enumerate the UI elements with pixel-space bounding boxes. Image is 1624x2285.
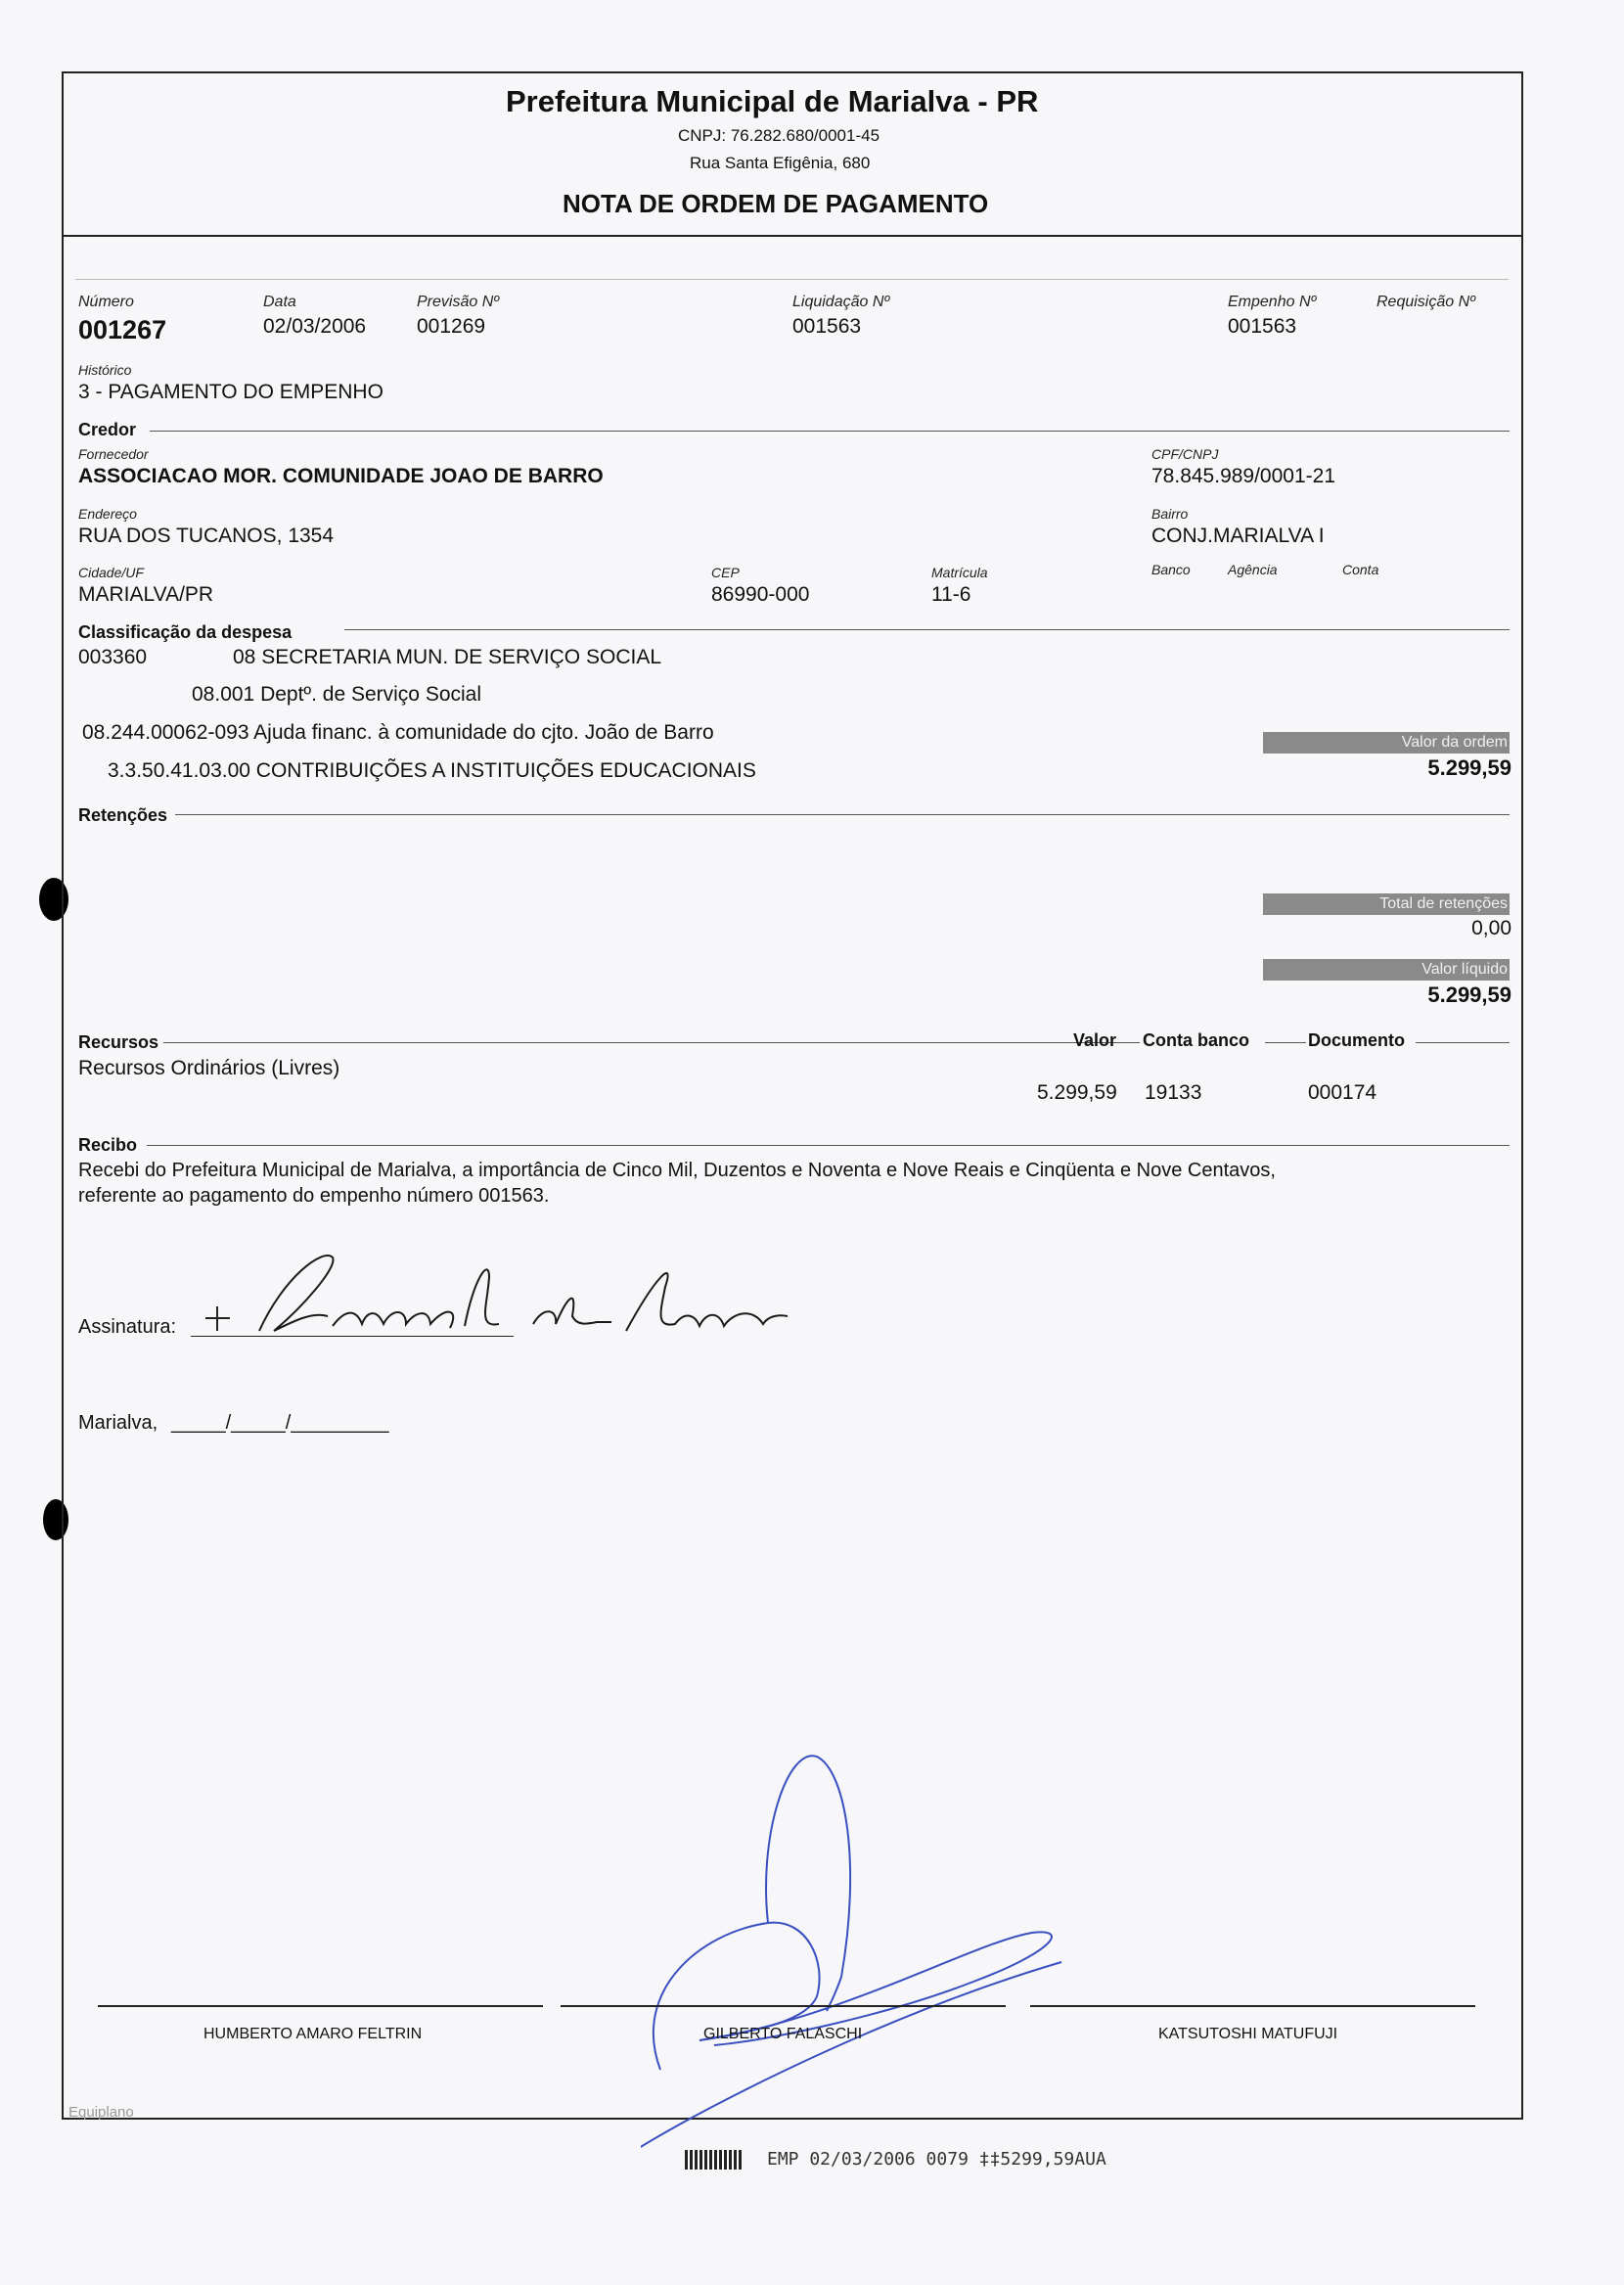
classificacao-code: 003360: [78, 646, 148, 668]
total-retencoes-value: 0,00: [1471, 917, 1511, 939]
software-label: Equiplano: [68, 2104, 134, 2121]
barcode-icon: [685, 2150, 742, 2170]
recursos-rule-d: [1416, 1042, 1510, 1043]
bairro-value: CONJ.MARIALVA I: [1151, 525, 1325, 547]
endereco-value: RUA DOS TUCANOS, 1354: [78, 525, 335, 547]
numero-label: Número: [78, 294, 134, 310]
liquidacao-value: 001563: [792, 315, 862, 338]
cpf-value: 78.845.989/0001-21: [1151, 465, 1336, 487]
recursos-conta-banco: 19133: [1145, 1081, 1202, 1104]
recibo-rule: [147, 1145, 1510, 1146]
cidade-label: Cidade/UF: [78, 565, 144, 580]
endereco-label: Endereço: [78, 506, 137, 522]
banco-label: Banco: [1151, 562, 1191, 577]
fornecedor-label: Fornecedor: [78, 446, 149, 462]
valor-ordem-value: 5.299,59: [1427, 755, 1511, 780]
classificacao-line2: 08.001 Deptº. de Serviço Social: [192, 683, 482, 706]
recursos-section: Recursos: [78, 1032, 159, 1052]
matricula-label: Matrícula: [931, 565, 988, 580]
signatory-2: GILBERTO FALASCHI: [703, 2026, 863, 2042]
signature-line-1: [98, 2005, 543, 2007]
recursos-valor: 5.299,59: [1037, 1081, 1117, 1104]
cep-value: 86990-000: [711, 583, 810, 606]
recursos-rule-b: [1122, 1042, 1140, 1043]
data-value: 02/03/2006: [263, 315, 367, 338]
date-blank: _____/_____/_________: [171, 1412, 389, 1434]
empenho-value: 001563: [1228, 315, 1297, 338]
matricula-value: 11-6: [931, 583, 971, 606]
classificacao-line4: 3.3.50.41.03.00 CONTRIBUIÇÕES A INSTITUIÇÕES EDUCACIONAIS: [108, 759, 756, 782]
cidade-value: MARIALVA/PR: [78, 583, 214, 606]
handwritten-signature: [166, 1238, 812, 1355]
page-title: Prefeitura Municipal de Marialva - PR: [506, 84, 1039, 118]
classificacao-line1: 08 SECRETARIA MUN. DE SERVIÇO SOCIAL: [233, 646, 662, 668]
assinatura-label: Assinatura:: [78, 1316, 177, 1338]
credor-rule: [150, 431, 1510, 432]
recursos-documento: 000174: [1308, 1081, 1377, 1104]
address-text: Rua Santa Efigênia, 680: [690, 154, 871, 172]
fornecedor-value: ASSOCIACAO MOR. COMUNIDADE JOAO DE BARRO: [78, 465, 604, 487]
classificacao-line3: 08.244.00062-093 Ajuda financ. à comunidade do cjto. João de Barro: [82, 721, 714, 744]
recibo-section: Recibo: [78, 1135, 138, 1155]
header-divider: [64, 235, 1521, 237]
recursos-descricao: Recursos Ordinários (Livres): [78, 1057, 340, 1079]
historico-value: 3 - PAGAMENTO DO EMPENHO: [78, 381, 383, 403]
credor-section: Credor: [78, 420, 137, 439]
empenho-label: Empenho Nº: [1228, 294, 1317, 310]
doc-title: NOTA DE ORDEM DE PAGAMENTO: [563, 189, 989, 218]
signatory-3: KATSUTOSHI MATUFUJI: [1158, 2026, 1338, 2042]
retencoes-section: Retenções: [78, 805, 168, 825]
blue-signature-scribble: [641, 1747, 1198, 2158]
previsao-value: 001269: [417, 315, 486, 338]
info-top-rule: [75, 279, 1509, 280]
conta-banco-label: Conta banco: [1143, 1030, 1250, 1050]
total-retencoes-label: Total de retenções: [1263, 893, 1510, 915]
recibo-text-2: referente ao pagamento do empenho número 001563.: [78, 1185, 550, 1207]
recibo-text-1: Recebi do Prefeitura Municipal de Marialva, a importância de Cinco Mil, Duzentos e Noventa e Nove Reais e Cinqüenta e Nove Centavos,: [78, 1160, 1276, 1181]
local-label: Marialva,: [78, 1412, 158, 1434]
signature-line-3: [1030, 2005, 1475, 2007]
documento-label: Documento: [1308, 1030, 1405, 1050]
classificacao-section: Classificação da despesa: [78, 622, 293, 642]
liquidacao-label: Liquidação Nº: [792, 294, 890, 310]
numero-value: 001267: [78, 315, 167, 344]
classificacao-rule: [344, 629, 1510, 630]
cpf-label: CPF/CNPJ: [1151, 446, 1219, 462]
processing-stamp: EMP 02/03/2006 0079 ‡‡5299,59AUA: [767, 2149, 1106, 2170]
valor-liquido-label: Valor líquido: [1263, 959, 1510, 981]
data-label: Data: [263, 294, 296, 310]
historico-label: Histórico: [78, 362, 132, 378]
cnpj-text: CNPJ: 76.282.680/0001-45: [678, 126, 880, 145]
previsao-label: Previsão Nº: [417, 294, 500, 310]
recursos-rule-c: [1265, 1042, 1306, 1043]
conta-label: Conta: [1342, 562, 1379, 577]
recursos-rule-a: [163, 1042, 1132, 1043]
valor-ordem-label: Valor da ordem: [1263, 732, 1510, 754]
signature-line-2: [561, 2005, 1006, 2007]
recursos-valor-label: Valor: [1073, 1030, 1117, 1050]
valor-liquido-value: 5.299,59: [1427, 983, 1511, 1007]
signatory-1: HUMBERTO AMARO FELTRIN: [203, 2026, 423, 2042]
requisicao-label: Requisição Nº: [1376, 294, 1475, 310]
agencia-label: Agência: [1228, 562, 1278, 577]
bairro-label: Bairro: [1151, 506, 1189, 522]
document-frame: [62, 71, 1523, 2120]
cep-label: CEP: [711, 565, 740, 580]
retencoes-rule: [175, 814, 1510, 815]
